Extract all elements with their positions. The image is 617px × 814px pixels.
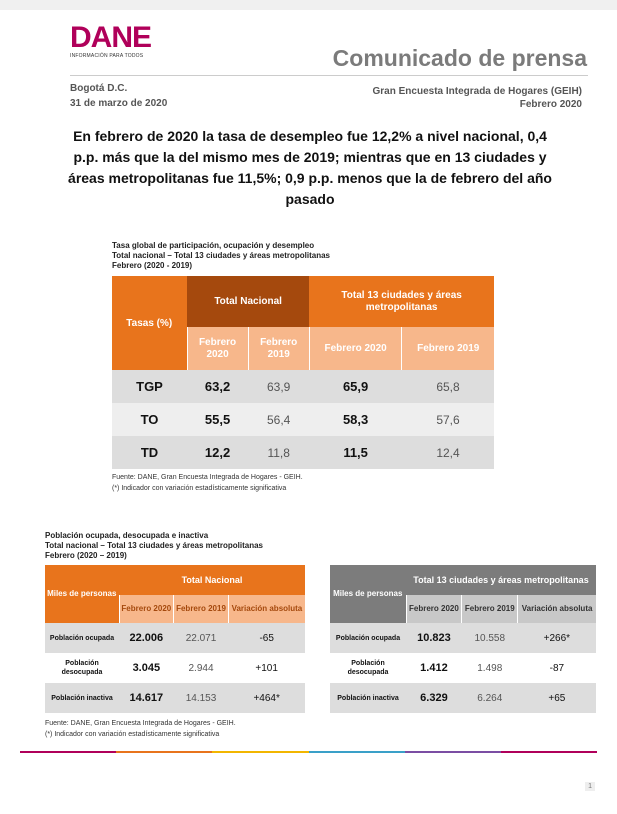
- logo-tagline: INFORMACIÓN PARA TODOS: [70, 53, 144, 59]
- top-bar: [0, 0, 617, 10]
- cell-value: 1.412: [406, 653, 462, 683]
- header-tasas: Tasas (%): [112, 276, 187, 370]
- cell-value: -65: [228, 623, 305, 653]
- cell-value: +464*: [228, 683, 305, 713]
- city: Bogotá D.C.: [70, 83, 128, 94]
- cell-value: 10.823: [406, 623, 462, 653]
- dane-logo: [70, 21, 152, 59]
- survey-period: Febrero 2020: [519, 99, 582, 110]
- population-table-13-cities: [330, 565, 596, 713]
- cell-value: 3.045: [119, 653, 174, 683]
- stripe-segment: [116, 751, 212, 753]
- stripe-segment: [405, 751, 501, 753]
- table-row: [45, 623, 305, 653]
- table-row: [330, 683, 596, 713]
- cell-value: 11,5: [309, 436, 402, 469]
- cell-value: +266*: [518, 623, 596, 653]
- caption-line: Febrero (2020 – 2019): [45, 551, 127, 560]
- table-row: [45, 683, 305, 713]
- table-row: [330, 623, 596, 653]
- cell-value: 6.329: [406, 683, 462, 713]
- publish-date: 31 de marzo de 2020: [70, 98, 168, 109]
- cell-value: 11,8: [248, 436, 309, 469]
- stripe-segment: [309, 751, 405, 753]
- cell-value: 1.498: [462, 653, 518, 683]
- subheader: Febrero 2019: [462, 595, 518, 623]
- header-total-nacional: Total Nacional: [119, 565, 305, 595]
- cell-value: 6.264: [462, 683, 518, 713]
- stripe-segment: [212, 751, 308, 753]
- caption-line: Total nacional – Total 13 ciudades y áreas metropolitanas: [45, 541, 263, 550]
- header-13-ciudades: Total 13 ciudades y áreas metropolitanas: [406, 565, 596, 595]
- table2-caption: [45, 531, 263, 561]
- cell-value: -87: [518, 653, 596, 683]
- subheader: Febrero 2019: [248, 327, 309, 370]
- caption-line: Tasa global de participación, ocupación y desempleo: [112, 241, 315, 250]
- cell-value: 65,9: [309, 370, 402, 403]
- meta-right: [373, 85, 583, 111]
- caption-line: Total nacional – Total 13 ciudades y áreas metropolitanas: [112, 251, 330, 260]
- stripe-segment: [501, 751, 597, 753]
- row-label: Población ocupada: [330, 623, 406, 653]
- row-label: Población ocupada: [45, 623, 119, 653]
- cell-value: 14.617: [119, 683, 174, 713]
- header-13-ciudades: Total 13 ciudades y áreas metropolitanas: [309, 276, 494, 327]
- cell-value: 22.006: [119, 623, 174, 653]
- caption-line: Febrero (2020 - 2019): [112, 261, 193, 270]
- table-row: [112, 403, 494, 436]
- row-label: TD: [112, 436, 187, 469]
- subheader: Febrero 2020: [187, 327, 248, 370]
- row-label: Población desocupada: [45, 653, 119, 683]
- source-note: Fuente: DANE, Gran Encuesta Integrada de Hogares - GEIH.: [112, 474, 303, 481]
- subheader: Febrero 2019: [402, 327, 494, 370]
- subheader: Febrero 2020: [309, 327, 402, 370]
- cell-value: +65: [518, 683, 596, 713]
- headline: En febrero de 2020 la tasa de desempleo fue 12,2% a nivel nacional, 0,4 p.p. más que la del mismo mes de 2019; mientras que en 13 ciudades y áreas metropolitanas fue 11,5%; 0,9 p.p. menos que la de febrero del año pasado: [68, 128, 552, 207]
- cell-value: 55,5: [187, 403, 248, 436]
- footnote: (*) Indicador con variación estadísticamente significativa: [112, 485, 287, 492]
- subheader: Variación absoluta: [518, 595, 596, 623]
- row-label: TO: [112, 403, 187, 436]
- logo-word: DANE: [70, 21, 152, 54]
- subheader: Variación absoluta: [228, 595, 305, 623]
- subheader: Febrero 2019: [174, 595, 229, 623]
- cell-value: +101: [228, 653, 305, 683]
- footnote: (*) Indicador con variación estadísticamente significativa: [45, 731, 220, 738]
- footer-stripe: [20, 751, 597, 753]
- cell-value: 10.558: [462, 623, 518, 653]
- page-number: 1: [585, 782, 595, 791]
- cell-value: 22.071: [174, 623, 229, 653]
- cell-value: 2.944: [174, 653, 229, 683]
- row-label: TGP: [112, 370, 187, 403]
- meta-left: [70, 81, 167, 111]
- cell-value: 65,8: [402, 370, 494, 403]
- population-table-national: [45, 565, 305, 713]
- header-miles: Miles de personas: [45, 565, 119, 623]
- cell-value: 14.153: [174, 683, 229, 713]
- table-row: [112, 436, 494, 469]
- cell-value: 56,4: [248, 403, 309, 436]
- source-note: Fuente: DANE, Gran Encuesta Integrada de Hogares - GEIH.: [45, 720, 236, 727]
- table-row: [112, 370, 494, 403]
- table1-caption: [112, 241, 330, 271]
- table1-notes: [112, 472, 303, 494]
- subheader: Febrero 2020: [119, 595, 174, 623]
- caption-line: Población ocupada, desocupada e inactiva: [45, 531, 209, 540]
- row-label: Población inactiva: [330, 683, 406, 713]
- header-total-nacional: Total Nacional: [187, 276, 309, 327]
- cell-value: 12,4: [402, 436, 494, 469]
- table2-notes: [45, 718, 236, 740]
- table-row: [45, 653, 305, 683]
- cell-value: 58,3: [309, 403, 402, 436]
- row-label: Población desocupada: [330, 653, 406, 683]
- header-rule: [70, 75, 588, 76]
- header-miles: Miles de personas: [330, 565, 406, 623]
- cell-value: 63,2: [187, 370, 248, 403]
- table-row: [330, 653, 596, 683]
- survey-name: Gran Encuesta Integrada de Hogares (GEIH): [372, 86, 582, 97]
- row-label: Población inactiva: [45, 683, 119, 713]
- stripe-segment: [20, 751, 116, 753]
- rates-table: [112, 276, 494, 469]
- document-title: Comunicado de prensa: [332, 45, 587, 71]
- subheader: Febrero 2020: [406, 595, 462, 623]
- cell-value: 12,2: [187, 436, 248, 469]
- cell-value: 57,6: [402, 403, 494, 436]
- cell-value: 63,9: [248, 370, 309, 403]
